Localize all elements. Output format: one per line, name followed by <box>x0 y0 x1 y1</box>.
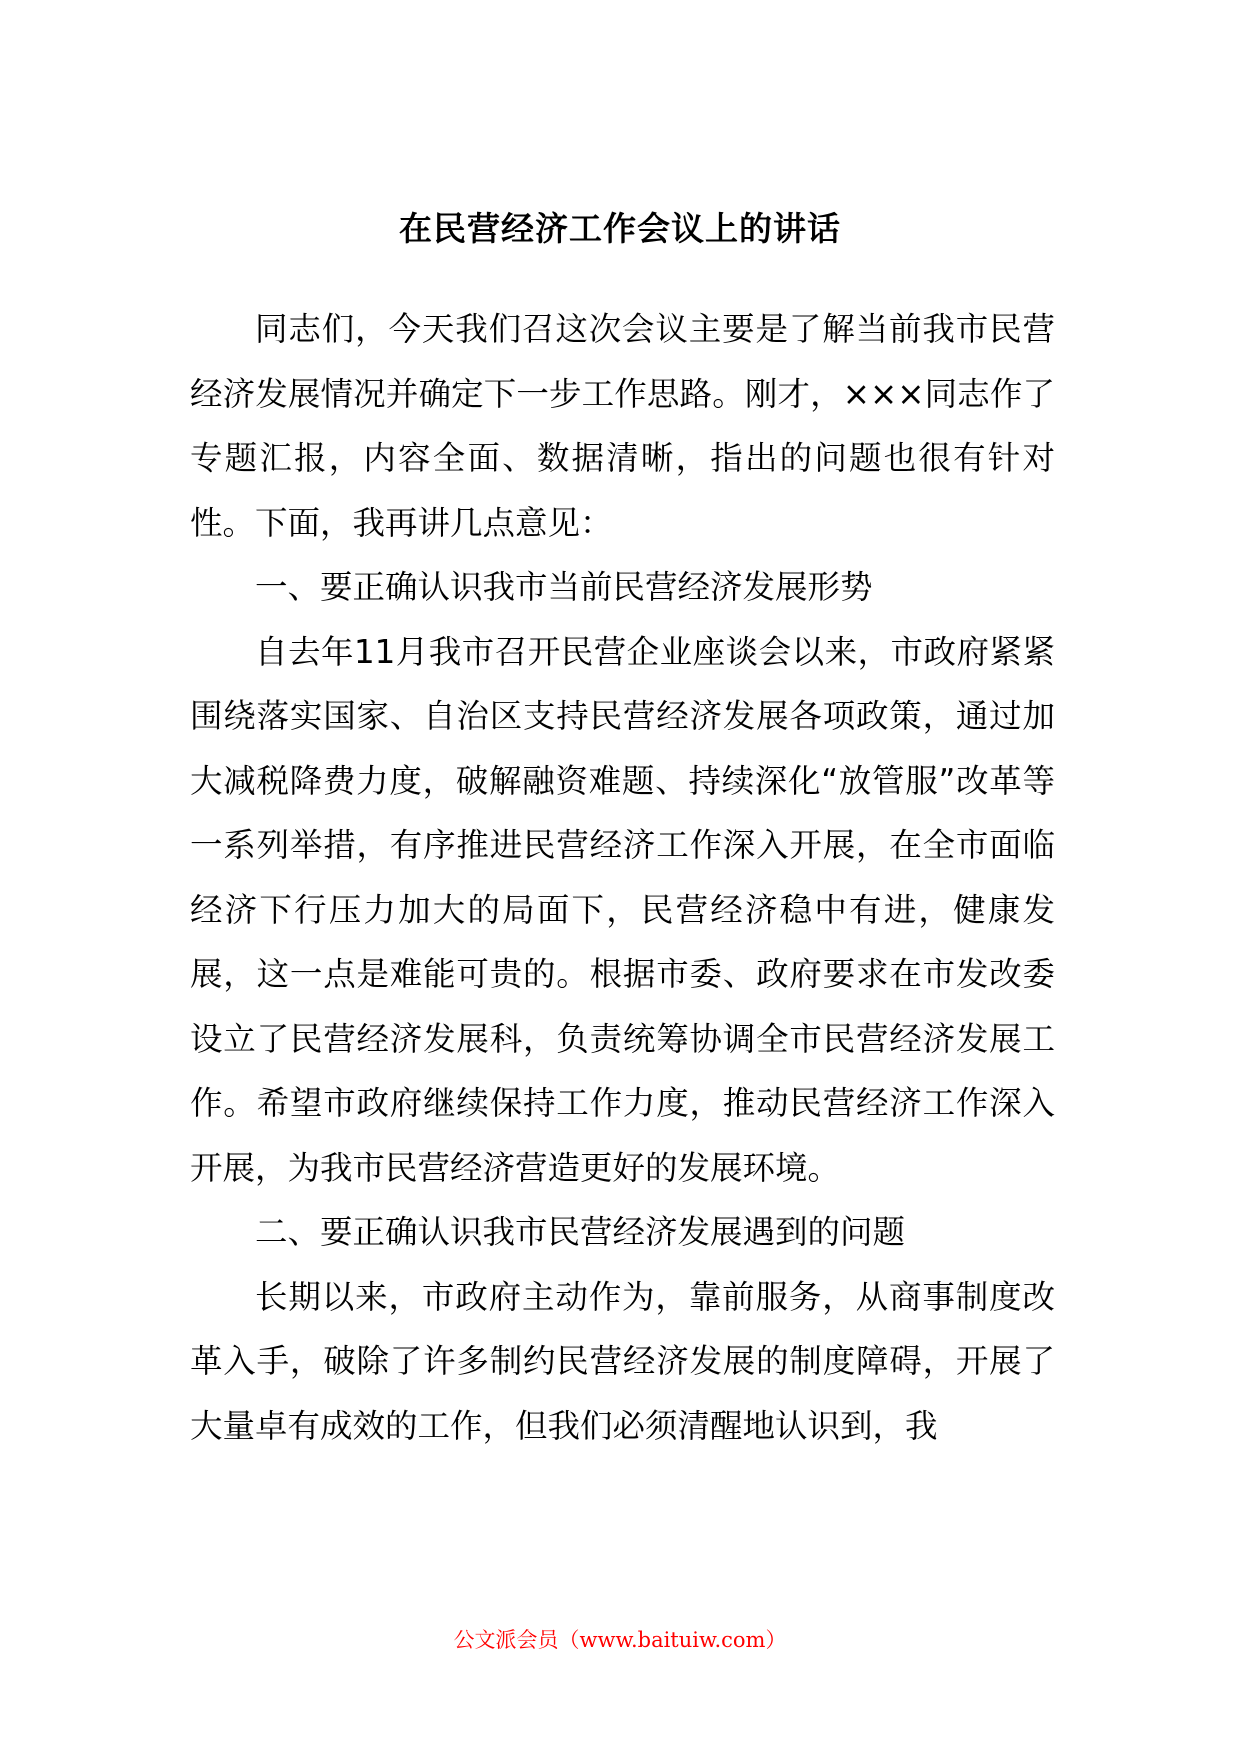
section-heading-2: 二、要正确认识我市民营经济发展遇到的问题 <box>255 1213 906 1251</box>
paragraph-intro: 同志们，今天我们召这次会议主要是了解当前我市民营经济发展情况并确定下一步工作思路。刚才，×××同志作了专题汇报，内容全面、数据清晰，指出的问题也很有针对性。下面，我再讲几点意见： <box>190 310 1055 542</box>
watermark-footer: 公文派会员（www.baituiw.com） <box>453 1628 787 1652</box>
document-title: 在民营经济工作会议上的讲话 <box>399 209 841 248</box>
paragraph-section-1: 自去年11月我市召开民营企业座谈会以来，市政府紧紧围绕落实国家、自治区支持民营经济发展各项政策，通过加大减税降费力度，破解融资难题、持续深化“放管服”改革等一系列举措，有序推进民营经济工作深入开展，在全市面临经济下行压力加大的局面下，民营经济稳中有进，健康发展，这一点是难能可贵的。根据市委、政府要求在市发改委设立了民营经济发展科，负责统筹协调全市民营经济发展工作。希望市政府继续保持工作力度，推动民营经济工作深入开展，为我市民营经济营造更好的发展环境。 <box>190 632 1055 1187</box>
document-body <box>190 297 1055 1458</box>
paragraph-section-2: 长期以来，市政府主动作为，靠前服务，从商事制度改革入手，破除了许多制约民营经济发展的制度障碍，开展了大量卓有成效的工作，但我们必须清醒地认识到，我 <box>190 1277 1055 1445</box>
section-heading-1: 一、要正确认识我市当前民营经济发展形势 <box>255 568 873 606</box>
